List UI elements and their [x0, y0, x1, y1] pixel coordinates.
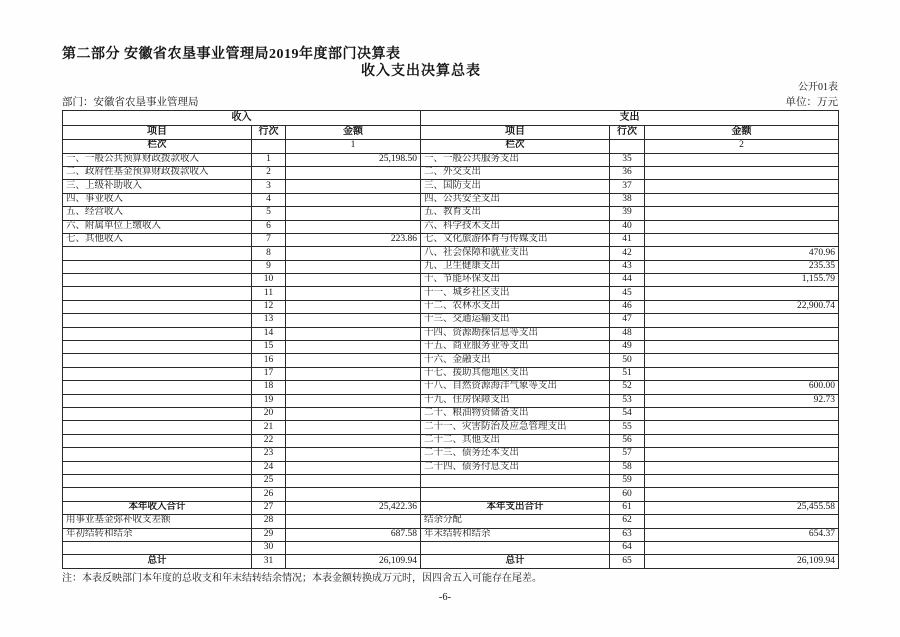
expense-amount-cell: 1,155.79 — [645, 274, 839, 287]
expense-amount-cell — [645, 166, 839, 179]
expense-amount-cell: 26,109.94 — [645, 555, 839, 568]
income-line-no-cell: 10 — [252, 274, 286, 287]
expense-item-cell: 六、科学技术支出 — [421, 220, 610, 233]
income-col-item-header: 项目 — [63, 125, 252, 140]
expense-line-no-cell: 45 — [610, 287, 645, 300]
income-item-cell — [63, 381, 252, 394]
expense-amount-cell: 92.73 — [645, 394, 839, 407]
expense-item-cell: 八、社会保障和就业支出 — [421, 247, 610, 260]
expense-item-cell — [421, 541, 610, 554]
income-line-no-cell: 8 — [252, 247, 286, 260]
table-row — [63, 461, 839, 474]
expense-line-no-cell: 48 — [610, 327, 645, 340]
income-line-no-cell: 7 — [252, 233, 286, 246]
income-amount-cell — [286, 488, 421, 501]
expense-line-no-cell: 49 — [610, 341, 645, 354]
table-title: 收入支出决算总表 — [361, 64, 481, 79]
expense-amount-cell — [645, 341, 839, 354]
expense-item-cell: 二十三、债务还本支出 — [421, 448, 610, 461]
income-line-no-cell: 11 — [252, 287, 286, 300]
income-line-no-cell: 24 — [252, 461, 286, 474]
income-line-no-cell: 30 — [252, 541, 286, 554]
income-item-cell — [63, 354, 252, 367]
income-col-line-header: 行次 — [252, 125, 286, 140]
income-amount-cell: 25,198.50 — [286, 153, 421, 166]
table-row — [63, 448, 839, 461]
income-amount-cell — [286, 314, 421, 327]
table-row — [63, 274, 839, 287]
expense-col-line-header: 行次 — [610, 125, 645, 140]
expense-line-no-cell: 37 — [610, 180, 645, 193]
income-line-no-cell: 21 — [252, 421, 286, 434]
income-item-cell — [63, 488, 252, 501]
table-row — [63, 153, 839, 166]
income-line-no-cell: 19 — [252, 394, 286, 407]
income-line-no-cell: 16 — [252, 354, 286, 367]
expense-amount-cell — [645, 461, 839, 474]
income-amount-cell — [286, 367, 421, 380]
income-item-cell — [63, 541, 252, 554]
income-item-cell — [63, 314, 252, 327]
expense-item-cell: 总计 — [421, 555, 610, 568]
expense-amount-cell: 600.00 — [645, 381, 839, 394]
income-line-no-cell: 29 — [252, 528, 286, 541]
table-head — [63, 111, 839, 154]
column-header-row — [63, 125, 839, 140]
income-item-cell — [63, 287, 252, 300]
income-item-cell: 四、事业收入 — [63, 193, 252, 206]
expense-amount-cell — [645, 474, 839, 487]
income-line-no-cell: 23 — [252, 448, 286, 461]
income-item-cell: 五、经营收入 — [63, 207, 252, 220]
table-row — [63, 166, 839, 179]
income-line-no-cell: 3 — [252, 180, 286, 193]
income-line-no-cell: 13 — [252, 314, 286, 327]
table-row — [63, 408, 839, 421]
table-body — [63, 153, 839, 568]
income-item-cell — [63, 421, 252, 434]
expense-amount-cell — [645, 541, 839, 554]
income-amount-cell — [286, 541, 421, 554]
expense-amount-cell — [645, 434, 839, 447]
income-amount-cell — [286, 515, 421, 528]
column-index-row — [63, 140, 839, 153]
income-amount-cell — [286, 434, 421, 447]
expense-item-cell: 三、国防支出 — [421, 180, 610, 193]
income-amount-cell — [286, 207, 421, 220]
income-item-cell — [63, 367, 252, 380]
expense-amount-cell: 25,455.58 — [645, 501, 839, 514]
expense-line-no-cell: 50 — [610, 354, 645, 367]
expense-item-cell: 九、卫生健康支出 — [421, 260, 610, 273]
table-row — [63, 541, 839, 554]
expense-item-cell: 本年支出合计 — [421, 501, 610, 514]
expense-amount-cell: 235.35 — [645, 260, 839, 273]
table-row — [63, 314, 839, 327]
expense-line-no-cell: 51 — [610, 367, 645, 380]
expense-line-no-cell: 38 — [610, 193, 645, 206]
income-line-no-cell: 6 — [252, 220, 286, 233]
meta-line — [62, 96, 838, 109]
income-amount-cell — [286, 341, 421, 354]
table-row — [63, 381, 839, 394]
expense-amount-cell — [645, 220, 839, 233]
income-line-no-cell: 20 — [252, 408, 286, 421]
table-row — [63, 260, 839, 273]
income-line-no-cell: 1 — [252, 153, 286, 166]
document-title: 第二部分 安徽省农垦事业管理局2019年度部门决算表 — [62, 47, 401, 62]
income-amount-cell — [286, 287, 421, 300]
expense-item-cell: 十、节能环保支出 — [421, 274, 610, 287]
table-row — [63, 354, 839, 367]
expense-line-no-cell: 36 — [610, 166, 645, 179]
income-line-no-cell: 27 — [252, 501, 286, 514]
income-item-cell — [63, 474, 252, 487]
income-item-cell — [63, 434, 252, 447]
expense-line-no-cell: 59 — [610, 474, 645, 487]
income-item-cell — [63, 274, 252, 287]
expense-line-no-cell: 40 — [610, 220, 645, 233]
income-line-no-cell: 12 — [252, 300, 286, 313]
income-line-no-cell: 31 — [252, 555, 286, 568]
table-row — [63, 555, 839, 568]
expense-line-no-cell: 60 — [610, 488, 645, 501]
income-amount-cell — [286, 354, 421, 367]
income-amount-cell — [286, 300, 421, 313]
accounts-table — [62, 110, 839, 569]
income-line-no-cell: 4 — [252, 193, 286, 206]
table-row — [63, 233, 839, 246]
expense-amount-cell — [645, 207, 839, 220]
expense-item-cell: 十八、自然资源海洋气象等支出 — [421, 381, 610, 394]
expense-line-no-cell: 65 — [610, 555, 645, 568]
expense-line-no-cell: 43 — [610, 260, 645, 273]
income-amount-cell — [286, 180, 421, 193]
income-item-cell: 总计 — [63, 555, 252, 568]
table-row — [63, 394, 839, 407]
expense-item-cell: 五、教育支出 — [421, 207, 610, 220]
income-item-cell: 一、一般公共预算财政拨款收入 — [63, 153, 252, 166]
income-amount-cell — [286, 260, 421, 273]
expense-item-cell: 四、公共安全支出 — [421, 193, 610, 206]
expense-item-cell: 十二、农林水支出 — [421, 300, 610, 313]
expense-line-no-cell: 46 — [610, 300, 645, 313]
income-line-no-cell: 26 — [252, 488, 286, 501]
expense-item-cell: 十六、金融支出 — [421, 354, 610, 367]
income-item-cell — [63, 461, 252, 474]
expense-item-cell: 二、外交支出 — [421, 166, 610, 179]
income-item-cell — [63, 247, 252, 260]
expense-item-cell: 十一、城乡社区支出 — [421, 287, 610, 300]
income-amount-cell — [286, 166, 421, 179]
document-content — [62, 0, 838, 603]
department-label: 部门：安徽省农垦事业管理局 — [62, 97, 199, 108]
expense-column-index: 2 — [645, 140, 839, 153]
expense-line-no-cell: 63 — [610, 528, 645, 541]
expense-item-cell: 十三、交通运输支出 — [421, 314, 610, 327]
table-row — [63, 367, 839, 380]
expense-item-cell: 二十、粮油物资储备支出 — [421, 408, 610, 421]
expense-item-cell: 结余分配 — [421, 515, 610, 528]
expense-line-no-cell: 47 — [610, 314, 645, 327]
income-item-cell: 六、附属单位上缴收入 — [63, 220, 252, 233]
expense-amount-cell — [645, 448, 839, 461]
expense-amount-cell — [645, 367, 839, 380]
expense-line-no-cell: 44 — [610, 274, 645, 287]
expense-item-cell: 二十一、灾害防治及应急管理支出 — [421, 421, 610, 434]
expense-line-no-cell: 54 — [610, 408, 645, 421]
expense-line-no-cell: 41 — [610, 233, 645, 246]
table-row — [63, 501, 839, 514]
expense-line-no-cell: 55 — [610, 421, 645, 434]
income-line-no-cell: 15 — [252, 341, 286, 354]
table-row — [63, 327, 839, 340]
expense-col-amount-header: 金额 — [645, 125, 839, 140]
table-row — [63, 300, 839, 313]
table-row — [63, 193, 839, 206]
income-line-no-cell: 18 — [252, 381, 286, 394]
income-column-index-blank — [252, 140, 286, 153]
expense-line-no-cell: 62 — [610, 515, 645, 528]
income-amount-cell — [286, 408, 421, 421]
expense-line-no-cell: 52 — [610, 381, 645, 394]
table-row — [63, 247, 839, 260]
income-amount-cell — [286, 274, 421, 287]
expense-item-cell: 十五、商业服务业等支出 — [421, 341, 610, 354]
expense-item-cell: 七、文化旅游体育与传媒支出 — [421, 233, 610, 246]
income-column-index-label: 栏次 — [63, 140, 252, 153]
income-item-cell: 用事业基金弥补收支差额 — [63, 515, 252, 528]
income-amount-cell — [286, 461, 421, 474]
expense-item-cell: 一、一般公共服务支出 — [421, 153, 610, 166]
expense-amount-cell — [645, 153, 839, 166]
income-amount-cell — [286, 381, 421, 394]
section-header-row — [63, 111, 839, 126]
income-amount-cell — [286, 394, 421, 407]
page-number: -6- — [438, 591, 452, 603]
income-amount-cell — [286, 474, 421, 487]
income-amount-cell — [286, 327, 421, 340]
expense-amount-cell — [645, 488, 839, 501]
income-col-amount-header: 金额 — [286, 125, 421, 140]
expense-line-no-cell: 57 — [610, 448, 645, 461]
expense-item-cell: 十七、援助其他地区支出 — [421, 367, 610, 380]
income-item-cell: 二、政府性基金预算财政拨款收入 — [63, 166, 252, 179]
expense-amount-cell: 470.96 — [645, 247, 839, 260]
expense-line-no-cell: 64 — [610, 541, 645, 554]
expense-section-header: 支出 — [421, 111, 839, 126]
expense-amount-cell — [645, 354, 839, 367]
income-item-cell — [63, 300, 252, 313]
table-row — [63, 488, 839, 501]
income-amount-cell — [286, 247, 421, 260]
income-item-cell — [63, 341, 252, 354]
expense-amount-cell — [645, 421, 839, 434]
income-amount-cell: 223.86 — [286, 233, 421, 246]
income-item-cell — [63, 408, 252, 421]
expense-item-cell — [421, 488, 610, 501]
table-row — [63, 287, 839, 300]
expense-line-no-cell: 35 — [610, 153, 645, 166]
income-item-cell: 年初结转和结余 — [63, 528, 252, 541]
expense-line-no-cell: 61 — [610, 501, 645, 514]
expense-line-no-cell: 58 — [610, 461, 645, 474]
income-amount-cell — [286, 220, 421, 233]
income-amount-cell — [286, 421, 421, 434]
expense-amount-cell — [645, 180, 839, 193]
income-item-cell — [63, 448, 252, 461]
expense-amount-cell — [645, 314, 839, 327]
income-item-cell — [63, 260, 252, 273]
expense-item-cell: 十九、住房保障支出 — [421, 394, 610, 407]
table-row — [63, 180, 839, 193]
expense-line-no-cell: 53 — [610, 394, 645, 407]
income-amount-cell: 25,422.36 — [286, 501, 421, 514]
table-code-label: 公开01表 — [798, 82, 838, 93]
income-line-no-cell: 17 — [252, 367, 286, 380]
table-row — [63, 474, 839, 487]
income-line-no-cell: 5 — [252, 207, 286, 220]
expense-amount-cell — [645, 193, 839, 206]
income-line-no-cell: 28 — [252, 515, 286, 528]
expense-col-item-header: 项目 — [421, 125, 610, 140]
expense-amount-cell — [645, 327, 839, 340]
table-row — [63, 434, 839, 447]
expense-amount-cell — [645, 408, 839, 421]
income-amount-cell — [286, 193, 421, 206]
income-amount-cell: 687.58 — [286, 528, 421, 541]
income-column-index: 1 — [286, 140, 421, 153]
expense-line-no-cell: 39 — [610, 207, 645, 220]
expense-amount-cell — [645, 233, 839, 246]
income-amount-cell: 26,109.94 — [286, 555, 421, 568]
expense-column-index-blank — [610, 140, 645, 153]
income-line-no-cell: 22 — [252, 434, 286, 447]
expense-amount-cell — [645, 515, 839, 528]
expense-item-cell: 十四、资源勘探信息等支出 — [421, 327, 610, 340]
income-line-no-cell: 2 — [252, 166, 286, 179]
expense-item-cell — [421, 474, 610, 487]
table-row — [63, 515, 839, 528]
income-amount-cell — [286, 448, 421, 461]
income-line-no-cell: 9 — [252, 260, 286, 273]
expense-amount-cell: 654.37 — [645, 528, 839, 541]
table-row — [63, 207, 839, 220]
expense-item-cell: 年末结转和结余 — [421, 528, 610, 541]
income-item-cell: 本年收入合计 — [63, 501, 252, 514]
income-item-cell — [63, 327, 252, 340]
income-item-cell — [63, 394, 252, 407]
expense-amount-cell: 22,900.74 — [645, 300, 839, 313]
expense-amount-cell — [645, 287, 839, 300]
income-item-cell: 三、上级补助收入 — [63, 180, 252, 193]
expense-item-cell: 二十二、其他支出 — [421, 434, 610, 447]
income-item-cell: 七、其他收入 — [63, 233, 252, 246]
table-row — [63, 528, 839, 541]
expense-line-no-cell: 42 — [610, 247, 645, 260]
table-row — [63, 341, 839, 354]
income-line-no-cell: 25 — [252, 474, 286, 487]
footnote: 注：本表反映部门本年度的总收支和年末结转结余情况；本表金额转换成万元时，因四舍五入可能存在尾差。 — [62, 572, 542, 584]
table-row — [63, 220, 839, 233]
expense-line-no-cell: 56 — [610, 434, 645, 447]
expense-column-index-label: 栏次 — [421, 140, 610, 153]
income-section-header: 收入 — [63, 111, 421, 126]
table-row — [63, 421, 839, 434]
unit-label: 单位：万元 — [785, 97, 838, 108]
income-line-no-cell: 14 — [252, 327, 286, 340]
expense-item-cell: 二十四、债务付息支出 — [421, 461, 610, 474]
